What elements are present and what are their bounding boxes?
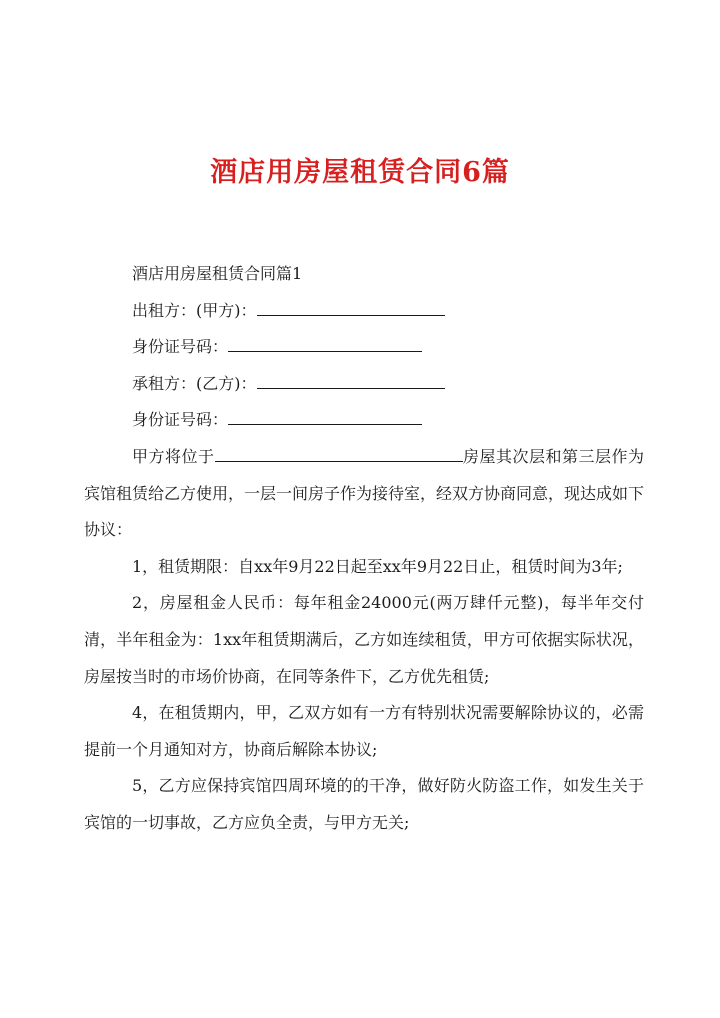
- lessor-id-label: 身份证号码：: [132, 337, 229, 357]
- lessee-blank: [257, 368, 445, 389]
- lessor-id-blank: [228, 331, 422, 352]
- intro-part2: 房屋其次层和第三层作为宾馆租赁给乙方使用，一层一间房子作为接待室，经双方协商同意，现达成如下协议：: [84, 446, 645, 540]
- lessor-label: 出租方：(甲方)：: [132, 300, 257, 320]
- clause-paragraph: 2，房屋租金人民币：每年租金24000元(两万肆仟元整)，每半年交付清，半年租金为：1xx年租赁期满后，乙方如连续租赁，甲方可依据实际状况，房屋按当时的市场价协商，在同等条件下，乙方优先租赁;: [84, 593, 644, 686]
- lessee-label: 承租方：(乙方)：: [132, 373, 257, 393]
- lessee-id-blank: [228, 404, 422, 425]
- document-title: 酒店用房屋租赁合同6篇: [210, 157, 510, 188]
- lessee-id-field: [84, 402, 644, 439]
- document-body: [84, 256, 644, 842]
- lessor-id-field: [84, 329, 644, 366]
- clause-paragraph: 4，在租赁期内，甲，乙双方如有一方有特别状况需要解除协议的，必需提前一个月通知对方，协商后解除本协议;: [84, 703, 644, 759]
- intro-paragraph: [84, 439, 644, 549]
- intro-part1: 甲方将位于: [132, 446, 215, 466]
- address-blank: [215, 441, 463, 462]
- lessor-blank: [257, 295, 445, 316]
- clause-paragraph: 1，租赁期限：自xx年9月22日起至xx年9月22日止，租赁时间为3年;: [132, 556, 623, 576]
- lessor-field: [84, 293, 644, 330]
- lessee-id-label: 身份证号码：: [132, 410, 229, 430]
- lessee-field: [84, 366, 644, 403]
- clause-paragraph: 5，乙方应保持宾馆四周环境的的干净，做好防火防盗工作，如发生关于宾馆的一切事故，乙方应负全责，与甲方无关;: [84, 776, 644, 832]
- contract-subtitle: 酒店用房屋租赁合同篇1: [132, 264, 303, 283]
